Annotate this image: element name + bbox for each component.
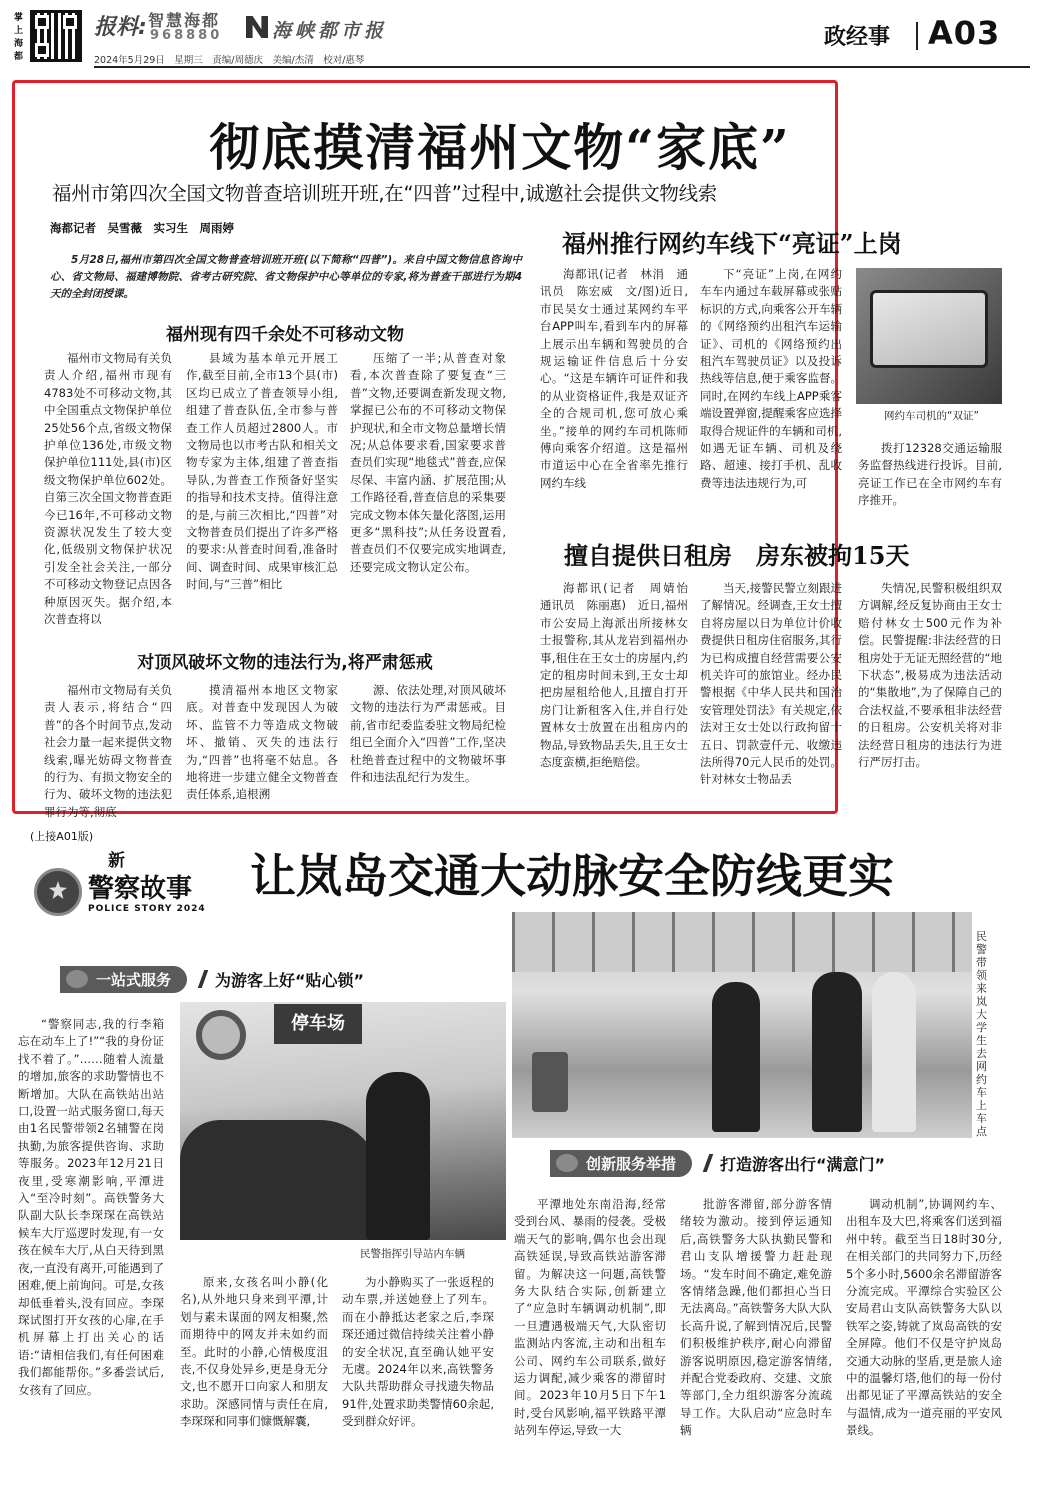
story1-column-5: 摸清福州本地区文物家底。对普查中发现因人为破坏、监管不力等造成文物破坏、撤销、灭失的违法行为,“四普”也将毫不姑息。各地将进一步建立健全文物普查责任体系,追根溯 xyxy=(186,683,338,802)
tag2-subtitle: 打造游客出行“满意门” xyxy=(706,1152,885,1175)
badge-english-text: POLICE STORY 2024 xyxy=(88,904,206,914)
qr-code-icon[interactable] xyxy=(30,10,82,62)
paper-name: 海峡都市报 xyxy=(272,20,388,42)
story1-byline: 海都记者 吴雪薇 实习生 周雨婷 xyxy=(50,221,234,235)
officer-figure xyxy=(366,1072,430,1240)
story4-column-2: 原来,女孩名叫小静(化名),从外地只身来到平潭,计划与素未谋面的网友相聚,然而期待中的网友并未如约而至。此时的小静,心情极度沮丧,不仅身处异乡,更是身无分文,也不愿开口向家人和朋友求助。深感同情与责任在肩,李琛琛和同事们慷慨解囊, xyxy=(180,1275,328,1429)
story4-column-1: “警察同志,我的行李箱忘在动车上了!”“我的身份证找不着了。”……随着人流量的增加,旅客的求助警情也不断增加。大队在高铁站出站口,设置一站式服务窗口,每天由1名民警带领2名辅警在岗执勤,为旅客提供咨询、求助等服务。2023年12月21日夜里,受寒潮影响,平潭进入“至冷时刻”。高铁警务大队副大队长李琛琛在高铁站候车大厅巡逻时发现,有一女孩在候车大厅,从白天待到黑夜,一直没有离开,可能遇到了困难,便上前询问。可是,女孩却低垂着头,没有回应。李琛琛试图打开女孩的心扉,在手机屏幕上打出关心的话语:“请相信我们,有任何困难我们都能帮你。”多番尝试后,女孩有了回应。 xyxy=(18,1017,164,1397)
hotline-label: 报料: xyxy=(94,15,147,40)
police-story-badge xyxy=(34,846,216,926)
story3-column-2: 当天,接警民警立刻跟进了解情况。经调查,王女士擅自将房屋以日为单位计价收费提供日租房住宿服务,其行为已构成擅自经营需要公安机关许可的旅馆业。经办民警根据《中华人民共和国治安管理处罚法》有关规定,依法对王女士处以行政拘留十五日、罚款壹仟元、收缴违法所得70元人民币的处罚。针对林女士物品丢 xyxy=(700,581,842,787)
badge-top-text: 新 xyxy=(108,851,125,871)
story2-column-1: 海都讯(记者 林涓 通讯员 陈宏威 文/图)近日,市民吴女士通过某网约车平台APP叫车,看到车内的屏幕上展示出车辆和驾驶员的合规运输证件信息后十分安心。“这是车辆许可证件和我的从业资格证件,我是双证齐全的合规司机,您可放心乘坐。”接单的网约车司机陈师傅向乘客介绍道。这是福州市道运中心在全省率先推行网约车线 xyxy=(540,267,688,490)
story2-photo xyxy=(856,268,1002,404)
story4-column-6: 调动机制”,协调网约车、出租车及大巴,将乘客们送到福州中转。截至当日18时30分,在相关部门的共同努力下,历经5个多小时,5600余名滞留游客分流完成。平潭综合实验区公安局君山支队高铁警务大队以铁军之姿,铸就了岚岛高铁的安全屏障。他们不仅是守护岚岛交通大动脉的坚盾,更是旅人途中的温馨灯塔,他们的每一份付出都见证了平潭高铁站的安全与温情,成为一道亮丽的平安风景线。 xyxy=(846,1197,1002,1438)
story2-column-3: 拨打12328交通运输服务监督热线进行投诉。目前,亮证工作已在全市网约车有序推开。 xyxy=(858,441,1002,508)
story1-subhead-1: 福州现有四千余处不可移动文物 xyxy=(166,325,404,345)
hotline-number: 968880 xyxy=(150,28,223,43)
no-parking-sign-icon xyxy=(196,1010,246,1060)
story4-column-4: 平潭地处东南沿海,经常受到台风、暴雨的侵袭。受极端天气的影响,偶尔也会出现高铁延误,导致高铁站游客滞留。为解决这一问题,高铁警务大队结合实际,创新建立了“应急时车辆调动机制”,即一旦遭遇极端天气,大队密切监测站内客流,主动和出租车公司、网约车公司联系,做好运力调配,减少乘客的滞留时间。2023年10月5日下午1时,受台风影响,福平铁路平潭站列车停运,导致一大 xyxy=(514,1197,666,1438)
story1-column-4: 福州市文物局有关负责人表示,将结合“四普”的各个时间节点,发动社会力量一起来提供文物线索,曝光妨碍文物普查的行为、有损文物安全的行为、破坏文物的违法犯罪行为等,彻底 xyxy=(44,683,172,819)
story1-column-1: 福州市文物局有关负责人介绍,福州市现有4783处不可移动文物,其中全国重点文物保护单位25处56个点,省级文物保护单位136处,市级文物保护单位111处,县(市)区级文物保护单位602处。自第三次全国文物普查距今已16年,不可移动文物资源状况发生了较大变化,低级别文物保护状况引发全社会关注,一部分不可移动文物登记点因各种原因灭失。据介绍,本次普查将以 xyxy=(44,351,172,627)
story1-subheadline: 福州市第四次全国文物普查培训班开班,在“四普”过程中,诚邀社会提供文物线索 xyxy=(52,182,718,205)
page-number: A03 xyxy=(928,14,1001,52)
story1-column-3: 压缩了一半;从普查对象看,本次普查除了要复查“三普”文物,还要调查新发现文物,掌握已公布的不可移动文物保护现状,和全市文物总量增长情况;从总体要求看,国家要求普查员们实现“地毯式”普查,应保尽保、丰富内涵、扩展范围;从工作路径看,普查信息的采集要完成文物本体矢量化落图,运用更多“黑科技”;从任务设置看,普查员们不仅要完成实地调查,还要完成文物认定公布。 xyxy=(350,351,506,574)
student-figure xyxy=(872,972,916,1132)
hotline-name: 智慧海都 xyxy=(148,11,221,30)
story2-headline: 福州推行网约车线下“亮证”上岗 xyxy=(562,229,902,258)
tag1-subtitle: 为游客上好“贴心锁” xyxy=(201,968,364,991)
story4-photo-1 xyxy=(180,1002,506,1240)
story4-photo-1-caption: 民警指挥引导站内车辆 xyxy=(360,1248,465,1260)
story1-column-6: 源、依法处理,对顶风破坏文物的违法行为严肃惩戒。目前,省市纪委监委驻文物局纪检组已全面介入“四普”工作,坚决杜绝普查过程中的文物破坏事件和违法乱纪行为发生。 xyxy=(350,683,506,785)
masthead xyxy=(14,8,1030,68)
continued-note: (上接A01版) xyxy=(30,830,94,843)
paper-logo-icon xyxy=(246,16,268,38)
story2-photo-caption: 网约车司机的“双证” xyxy=(884,410,979,422)
story4-photo-2-caption: 民警带领来岚大学生去网约车上车点 xyxy=(976,930,987,1138)
story4-column-5: 批游客滞留,部分游客情绪较为激动。接到停运通知后,高铁警务大队执勤民警和君山支队增援警力赶赴现场。“发车时间不确定,难免游客情绪急躁,他们都担心当日无法离岛。”高铁警务大队大队长高升说,了解到情况后,民警们积极维护秩序,耐心向滞留游客说明原因,稳定游客情绪,并配合党委政府、交建、文旅等部门,全力组织游客分流疏导工作。大队启动“应急时车辆 xyxy=(680,1197,832,1438)
story4-photo-2 xyxy=(512,912,972,1138)
police-emblem-icon xyxy=(34,868,82,916)
story3-headline: 擅自提供日租房 房东被拘15天 xyxy=(564,541,910,570)
story3-column-1: 海都讯(记者 周婧怡 通讯员 陈丽惠) 近日,福州市公安局上海派出所接林女士报警称,其从龙岩到福州办事,租住在王女士的房屋内,约定的租房时间未到,王女士却把房屋租给他人,且擅自打开房门让新租客入住,并自行处置林女士放置在出租房内的物品,导致物品丢失,且王女士态度蛮横,拒绝赔偿。 xyxy=(540,581,700,770)
car-screen-icon xyxy=(870,290,988,368)
suitcase-icon xyxy=(532,1052,568,1112)
story2-column-2: 下“亮证”上岗,在网约车车内通过车载屏幕或张贴标识的方式,向乘客公开车辆的《网络预约出租汽车运输证》、司机的《网络预约出租汽车驾驶员证》以及投诉热线等信息,便于乘客监督。同时,在网约车线上APP乘客端设置弹窗,提醒乘客应选择取得合规证件的车辆和司机,如遇无证车辆、司机及绕路、超速、接打手机、乱收费等违法违规行为,可 xyxy=(700,267,842,490)
story1-headline: 彻底摸清福州文物“家底” xyxy=(209,118,791,177)
side-vertical-label: 掌上海都 xyxy=(14,13,24,62)
story3-column-3: 失情况,民警积极组织双方调解,经反复协商由王女士赔付林女士500元作为补偿。民警提醒:非法经营的日租房处于无证无照经营的“地下状态”,极易成为违法活动的“集散地”,为了保障自己的合法权益,不要承租非法经营的日租房。公安机关将对非法经营日租房的违法行为进行严厉打击。 xyxy=(858,581,1002,770)
tag1-label: 一站式服务 xyxy=(60,966,187,993)
story4-column-3: 为小静购买了一张返程的动车票,并送她登上了列车。而在小静抵达老家之后,李琛琛还通过微信持续关注着小静的安全状况,直至确认她平安无虞。2024年以来,高铁警务大队共帮助群众寻找遗失物品91件,处置求助类警情60余起,受到群众好评。 xyxy=(342,1275,494,1429)
story4-headline: 让岚岛交通大动脉安全防线更实 xyxy=(250,849,894,903)
officer-figure-2 xyxy=(812,972,862,1132)
parking-sign: 停车场 xyxy=(274,1004,362,1044)
badge-main-text: 警察故事 xyxy=(88,874,193,904)
dateline: 2024年5月29日 星期三 责编/周德庆 美编/杰清 校对/惠琴 xyxy=(94,55,365,66)
tag2-label: 创新服务举措 xyxy=(550,1150,692,1177)
tag-innovative-service xyxy=(550,1150,885,1176)
section-name: 政经事 xyxy=(824,24,891,50)
tag-one-stop-service xyxy=(60,966,364,992)
story1-column-2: 县域为基本单元开展工作,截至目前,全市13个县(市)区均已成立了普查领导小组,组建了普查队伍,全市参与普查工作人员超过2800人。市文物局也以市考古队和相关文物专家为主体,组建了普查指导队,为普查工作预备好坚实的指导和技术支持。值得注意的是,与前三次相比,“四普”对文物普查员们提出了许多严格的要求:从普查时间看,准备时间、调查时间、成果审核汇总时间,与“三普”相比 xyxy=(186,351,338,592)
story1-lead: 5月28日,福州市第四次全国文物普查培训班开班(以下简称“四普”)。来自中国文物信息咨询中心、省文物局、福建博物院、省考古研究院、省文物保护中心等单位的专家,将为普查干部进行为期4天的全封闭授课。 xyxy=(50,254,522,300)
car-shape xyxy=(180,1120,380,1240)
story1-subhead-2: 对顶风破坏文物的违法行为,将严肃惩戒 xyxy=(137,653,433,673)
officer-figure-1 xyxy=(712,982,760,1132)
